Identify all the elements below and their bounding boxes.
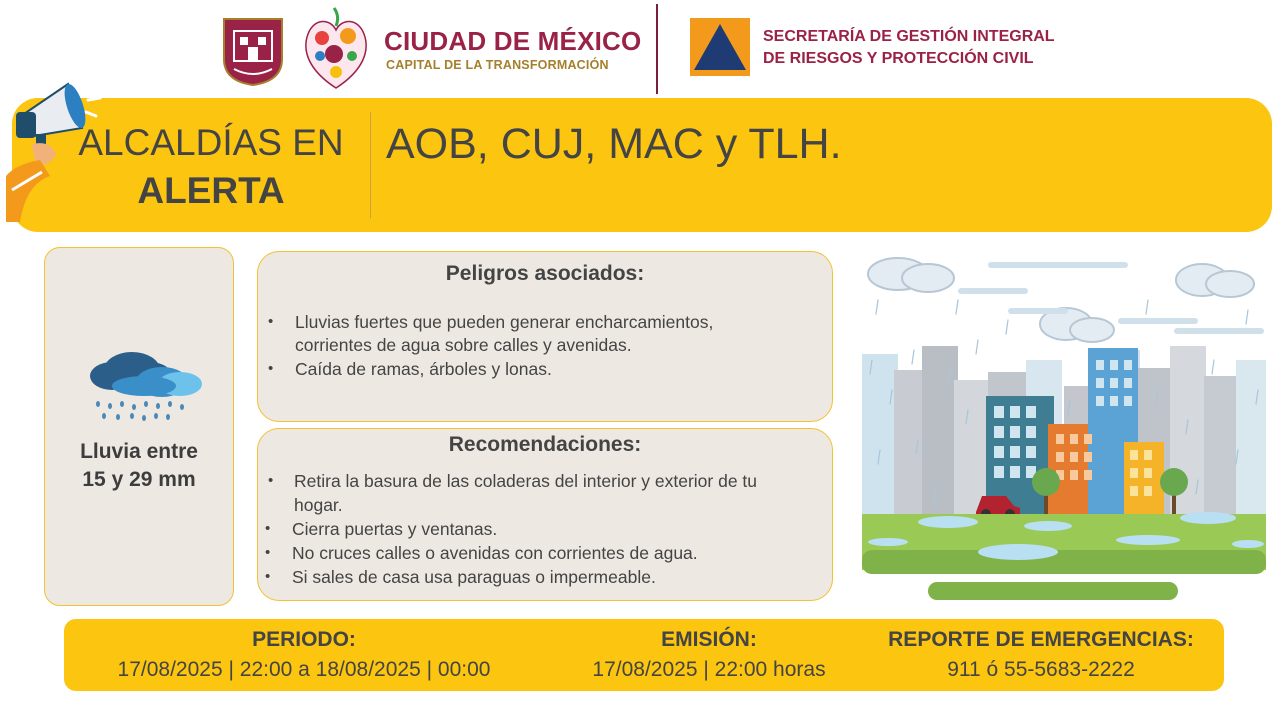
- header-divider: [656, 4, 658, 94]
- city-slogan: CAPITAL DE LA TRANSFORMACIÓN: [386, 58, 609, 72]
- period-label: PERIODO:: [252, 628, 356, 651]
- cdmx-shield-icon: [222, 17, 284, 87]
- recommendation-item-3: No cruces calles o avenidas con corrientes de agua.: [292, 543, 698, 563]
- hazard-item-1-line2: corrientes de agua sobre calles y avenidas.: [295, 335, 632, 355]
- recommendation-item-1-line1: Retira la basura de las coladeras del interior y exterior de tu: [294, 471, 758, 491]
- hazard-item-2: Caída de ramas, árboles y lonas.: [295, 359, 552, 379]
- rain-cloud-icon: [84, 346, 210, 422]
- rainy-city-illustration: [858, 250, 1270, 602]
- bullet-icon: •: [268, 360, 274, 377]
- rain-amount-card: [44, 247, 234, 606]
- bullet-icon: •: [268, 313, 274, 330]
- emergency-label: REPORTE DE EMERGENCIAS:: [888, 628, 1194, 651]
- recommendation-item-1-line2: hogar.: [294, 495, 343, 515]
- header: [0, 0, 1280, 100]
- rain-amount-line1: Lluvia entre: [80, 440, 198, 463]
- bullet-icon: •: [268, 472, 274, 489]
- period-value: 17/08/2025 | 22:00 a 18/08/2025 | 00:00: [117, 658, 491, 681]
- cdmx-heart-logo-icon: [300, 4, 372, 92]
- emergency-phone: 911 ó 55-5683-2222: [947, 658, 1135, 681]
- recommendations-title: Recomendaciones:: [448, 433, 642, 456]
- agency-name-line1: SECRETARÍA DE GESTIÓN INTEGRAL: [763, 28, 1055, 45]
- proteccion-civil-logo-icon: [690, 18, 750, 76]
- emission-label: EMISIÓN:: [661, 628, 757, 651]
- recommendation-item-2: Cierra puertas y ventanas.: [292, 519, 498, 539]
- banner-title-line1: ALCALDÍAS EN: [78, 122, 344, 163]
- rain-amount-line2: 15 y 29 mm: [82, 468, 196, 491]
- emission-value: 17/08/2025 | 22:00 horas: [592, 658, 826, 681]
- agency-name-line2: DE RIESGOS Y PROTECCIÓN CIVIL: [763, 50, 1034, 67]
- recommendation-item-4: Si sales de casa usa paraguas o impermeable.: [292, 567, 656, 587]
- bullet-icon: •: [265, 568, 271, 585]
- alert-alcaldias-list: AOB, CUJ, MAC y TLH.: [386, 120, 842, 168]
- bullet-icon: •: [265, 544, 271, 561]
- banner-title-line2: ALERTA: [137, 170, 285, 211]
- banner-divider: [370, 112, 371, 218]
- city-name: CIUDAD DE MÉXICO: [384, 26, 642, 56]
- hazards-title: Peligros asociados:: [445, 262, 645, 285]
- hazard-item-1-line1: Lluvias fuertes que pueden generar encharcamientos,: [295, 312, 714, 332]
- bullet-icon: •: [265, 520, 271, 537]
